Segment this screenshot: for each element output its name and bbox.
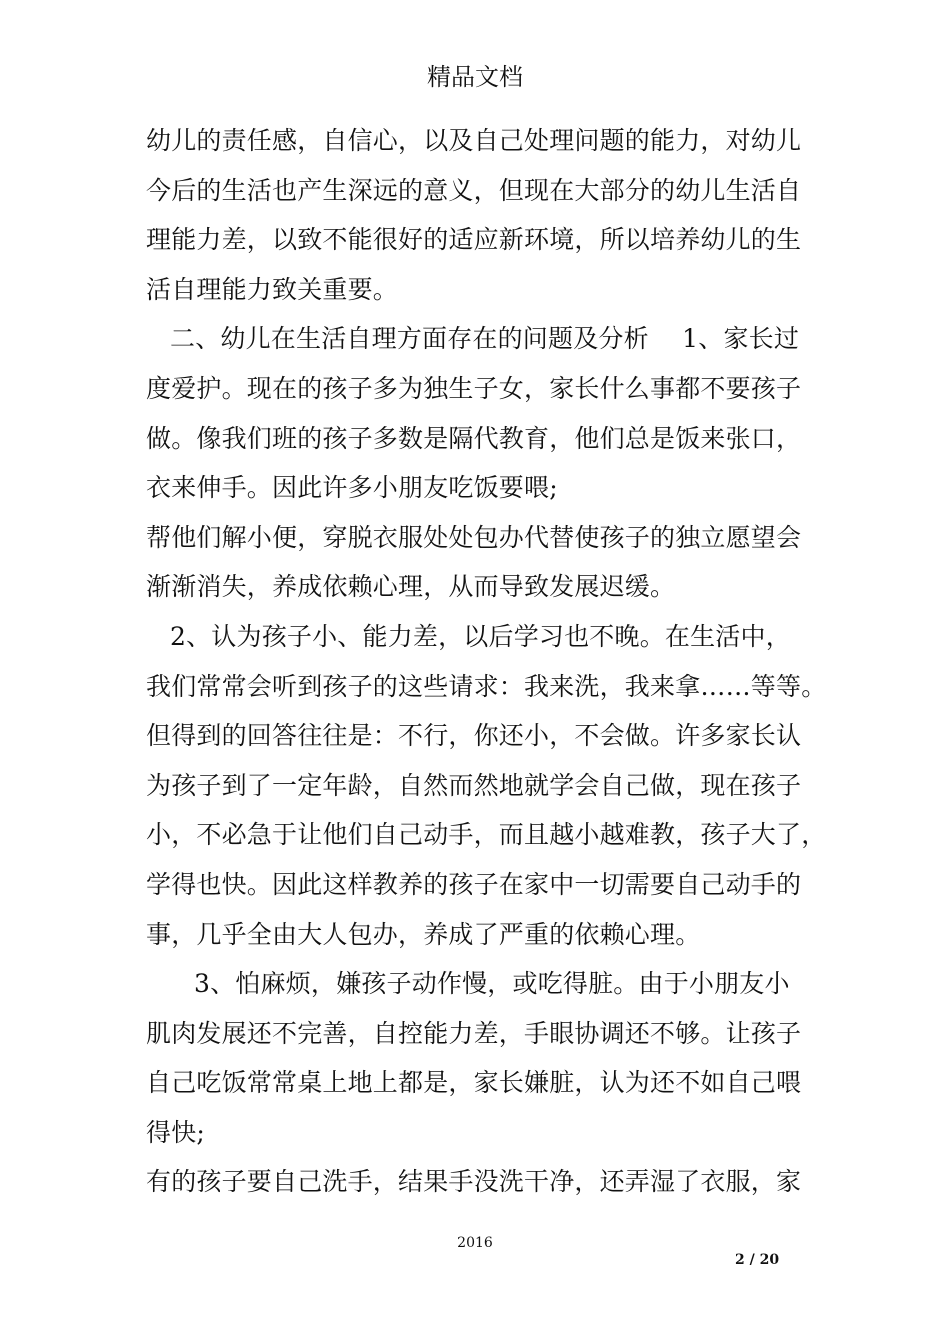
document-body: [146, 116, 826, 1207]
text-line: 度爱护。现在的孩子多为独生子女，家长什么事都不要孩子: [146, 373, 802, 403]
text-line: 事，几乎全由大人包办，养成了严重的依赖心理。: [146, 919, 701, 949]
text-line: 做。像我们班的孩子多数是隔代教育，他们总是饭来张口，: [146, 423, 802, 453]
text-line: 幼儿的责任感，自信心，以及自己处理问题的能力，对幼儿: [146, 126, 802, 155]
text-line: 2、认为孩子小、能力差，以后学习也不晚。在生活中，: [170, 621, 791, 651]
text-line: 小，不必急于让他们自己动手，而且越小越难教，孩子大了，: [146, 820, 827, 850]
text-line: 自己吃饭常常桌上地上都是，家长嫌脏，认为还不如自己喂: [146, 1068, 802, 1098]
page-number: 2 / 20: [735, 1252, 780, 1268]
text-line: 衣来伸手。因此许多小朋友吃饭要喂;: [146, 473, 558, 503]
text-line: 学得也快。因此这样教养的孩子在家中一切需要自己动手的: [146, 869, 802, 899]
text-line: 今后的生活也产生深远的意义，但现在大部分的幼儿生活自: [146, 175, 802, 205]
text-line: 二、幼儿在生活自理方面存在的问题及分析 1、家长过: [170, 324, 800, 354]
text-line: 有的孩子要自己洗手，结果手没洗干净，还弄湿了衣服，家: [146, 1167, 802, 1197]
text-line: 理能力差，以致不能很好的适应新环境，所以培养幼儿的生: [146, 225, 802, 255]
text-line: 肌肉发展还不完善，自控能力差，手眼协调还不够。让孩子: [146, 1018, 802, 1048]
page-header: 精品文档: [427, 63, 523, 91]
footer-year: 2016: [457, 1235, 493, 1251]
text-line: 但得到的回答往往是：不行，你还小，不会做。许多家长认: [146, 721, 802, 751]
text-line: 3、怕麻烦，嫌孩子动作慢，或吃得脏。由于小朋友小: [194, 969, 790, 999]
text-line: 渐渐消失，养成依赖心理，从而导致发展迟缓。: [146, 572, 676, 602]
text-line: 为孩子到了一定年龄，自然而然地就学会自己做，现在孩子: [146, 770, 802, 800]
text-line: 我们常常会听到孩子的这些请求：我来洗，我来拿……等等。: [146, 671, 827, 701]
text-line: 得快;: [146, 1117, 206, 1147]
text-line: 帮他们解小便，穿脱衣服处处包办代替使孩子的独立愿望会: [146, 522, 802, 552]
text-line: 活自理能力致关重要。: [146, 274, 399, 304]
